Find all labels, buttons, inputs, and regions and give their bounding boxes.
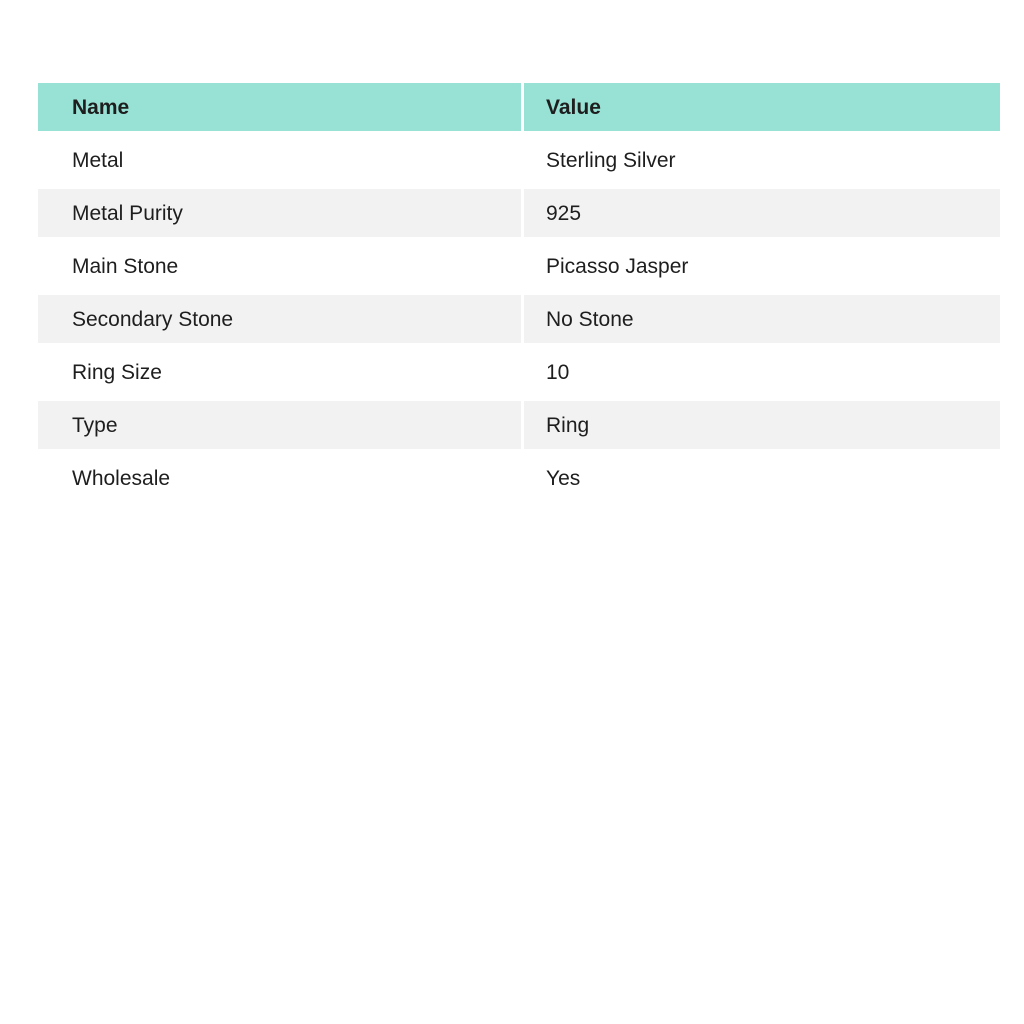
row-name-cell: Type — [38, 401, 524, 454]
table-row — [38, 136, 1000, 189]
table-body — [38, 136, 1000, 507]
table-header — [38, 83, 1000, 136]
table-row — [38, 242, 1000, 295]
table-header-row — [38, 83, 1000, 136]
row-name-cell: Ring Size — [38, 348, 524, 401]
row-value-cell: Ring — [524, 401, 1000, 454]
row-value-cell: No Stone — [524, 295, 1000, 348]
row-name-cell: Main Stone — [38, 242, 524, 295]
row-value-cell: Yes — [524, 454, 1000, 507]
column-header-name: Name — [38, 83, 524, 136]
table-row — [38, 454, 1000, 507]
product-spec-table — [38, 83, 1000, 507]
table-row — [38, 295, 1000, 348]
row-name-cell: Secondary Stone — [38, 295, 524, 348]
row-name-cell: Metal Purity — [38, 189, 524, 242]
table-row — [38, 401, 1000, 454]
column-header-value: Value — [524, 83, 1000, 136]
row-value-cell: Picasso Jasper — [524, 242, 1000, 295]
table-row — [38, 348, 1000, 401]
row-name-cell: Metal — [38, 136, 524, 189]
row-name-cell: Wholesale — [38, 454, 524, 507]
table-row — [38, 189, 1000, 242]
row-value-cell: 10 — [524, 348, 1000, 401]
row-value-cell: Sterling Silver — [524, 136, 1000, 189]
row-value-cell: 925 — [524, 189, 1000, 242]
